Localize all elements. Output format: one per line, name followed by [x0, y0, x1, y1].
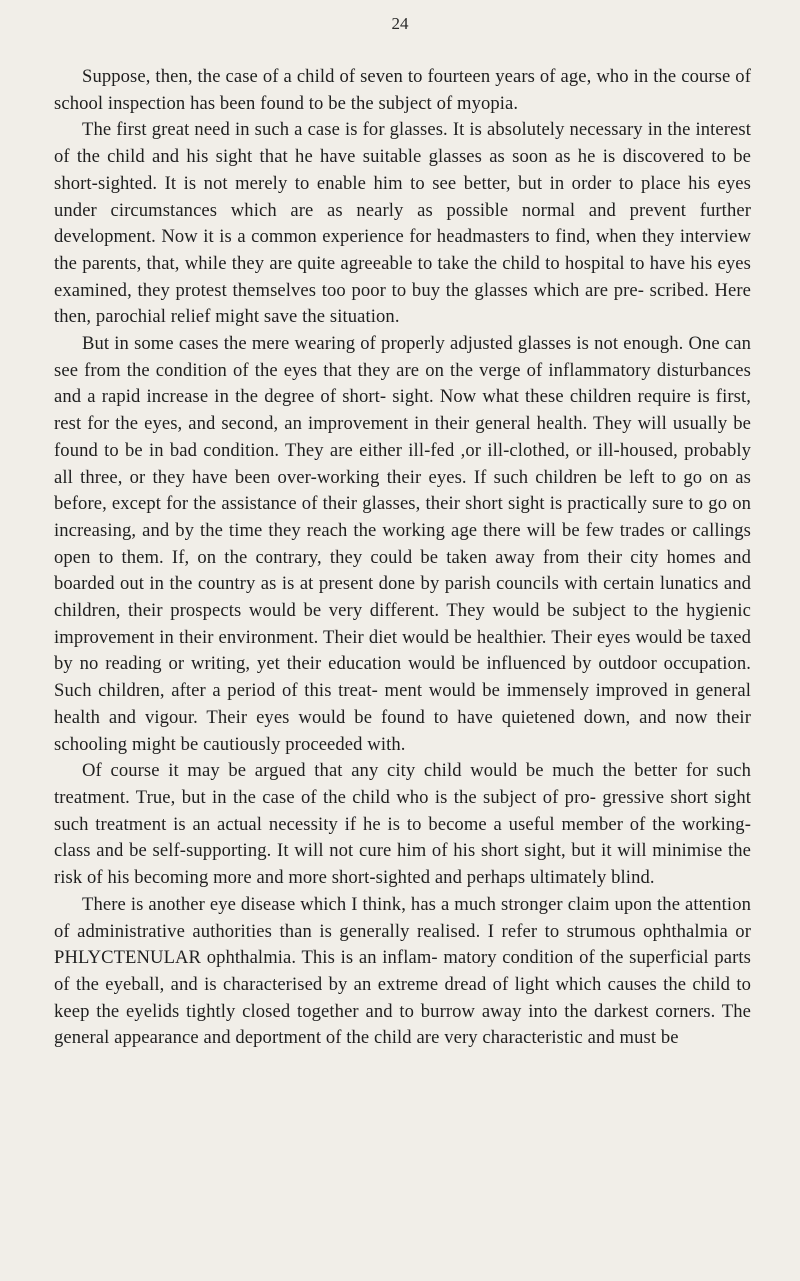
paragraph-1: Suppose, then, the case of a child of seven to fourteen years of age, who in the course of school inspection has been found to be the subject of myopia. [54, 66, 751, 114]
paragraph-5: There is another eye disease which I think, has a much stronger claim upon the attention of administrative authorities than is generally realised. I refer to strumous ophthalmia or PHLYCTENULAR ophthalmia. This is an inflam- matory condition of the superficial parts of the eyeball, and is characterised by an extreme dread of light which causes the child to keep the eyelids tightly closed together and to burrow away into the darkest corners. The general appearance and deportment of the child are very characteristic and must be [54, 893, 751, 1049]
body-text [54, 64, 751, 1052]
page-number: 24 [391, 14, 409, 33]
paragraph-4: Of course it may be argued that any city child would be much the better for such treatment. True, but in the case of the child who is the subject of pro- gressive short sight such treatment is an actual necessity if he is to become a useful member of the working-class and be self-supporting. It will not cure him of his short sight, but it will minimise the risk of his becoming more and more short-sighted and perhaps ultimately blind. [54, 760, 751, 889]
paragraph-2: The first great need in such a case is for glasses. It is absolutely necessary in the interest of the child and his sight that he have suitable glasses as soon as he is discovered to be short-sighted. It is not merely to enable him to see better, but in order to place his eyes under circumstances which are as nearly as possible normal and prevent further development. Now it is a common experience for headmasters to find, when they interview the parents, that, while they are quite agreeable to take the child to hospital to have his eyes examined, they protest themselves too poor to buy the glasses which are pre- scribed. Here then, parochial relief might save the situation. [54, 119, 751, 328]
paragraph-3: But in some cases the mere wearing of properly adjusted glasses is not enough. One can see from the condition of the eyes that they are on the verge of inflammatory disturbances and a rapid increase in the degree of short- sight. Now what these children require is first, rest for the eyes, and second, an improvement in their general health. They will usually be found to be in bad condition. They are either ill-fed ,or ill-clothed, or ill-housed, probably all three, or they have been over-working their eyes. If such children be left to go on as before, except for the assistance of their glasses, their short sight is practically sure to go on increasing, and by the time they reach the working age there will be few trades or callings open to them. If, on the contrary, they could be taken away from their city homes and boarded out in the country as is at present done by parish councils with certain lunatics and children, their prospects would be very different. They would be subject to the hygienic improvement in their environment. Their diet would be healthier. Their eyes would be taxed by no reading or writing, yet their education would be influenced by outdoor occupation. Such children, after a period of this treat- ment would be immensely improved in general health and vigour. Their eyes would be found to have quietened down, and now their schooling might be cautiously proceeded with. [54, 333, 751, 755]
